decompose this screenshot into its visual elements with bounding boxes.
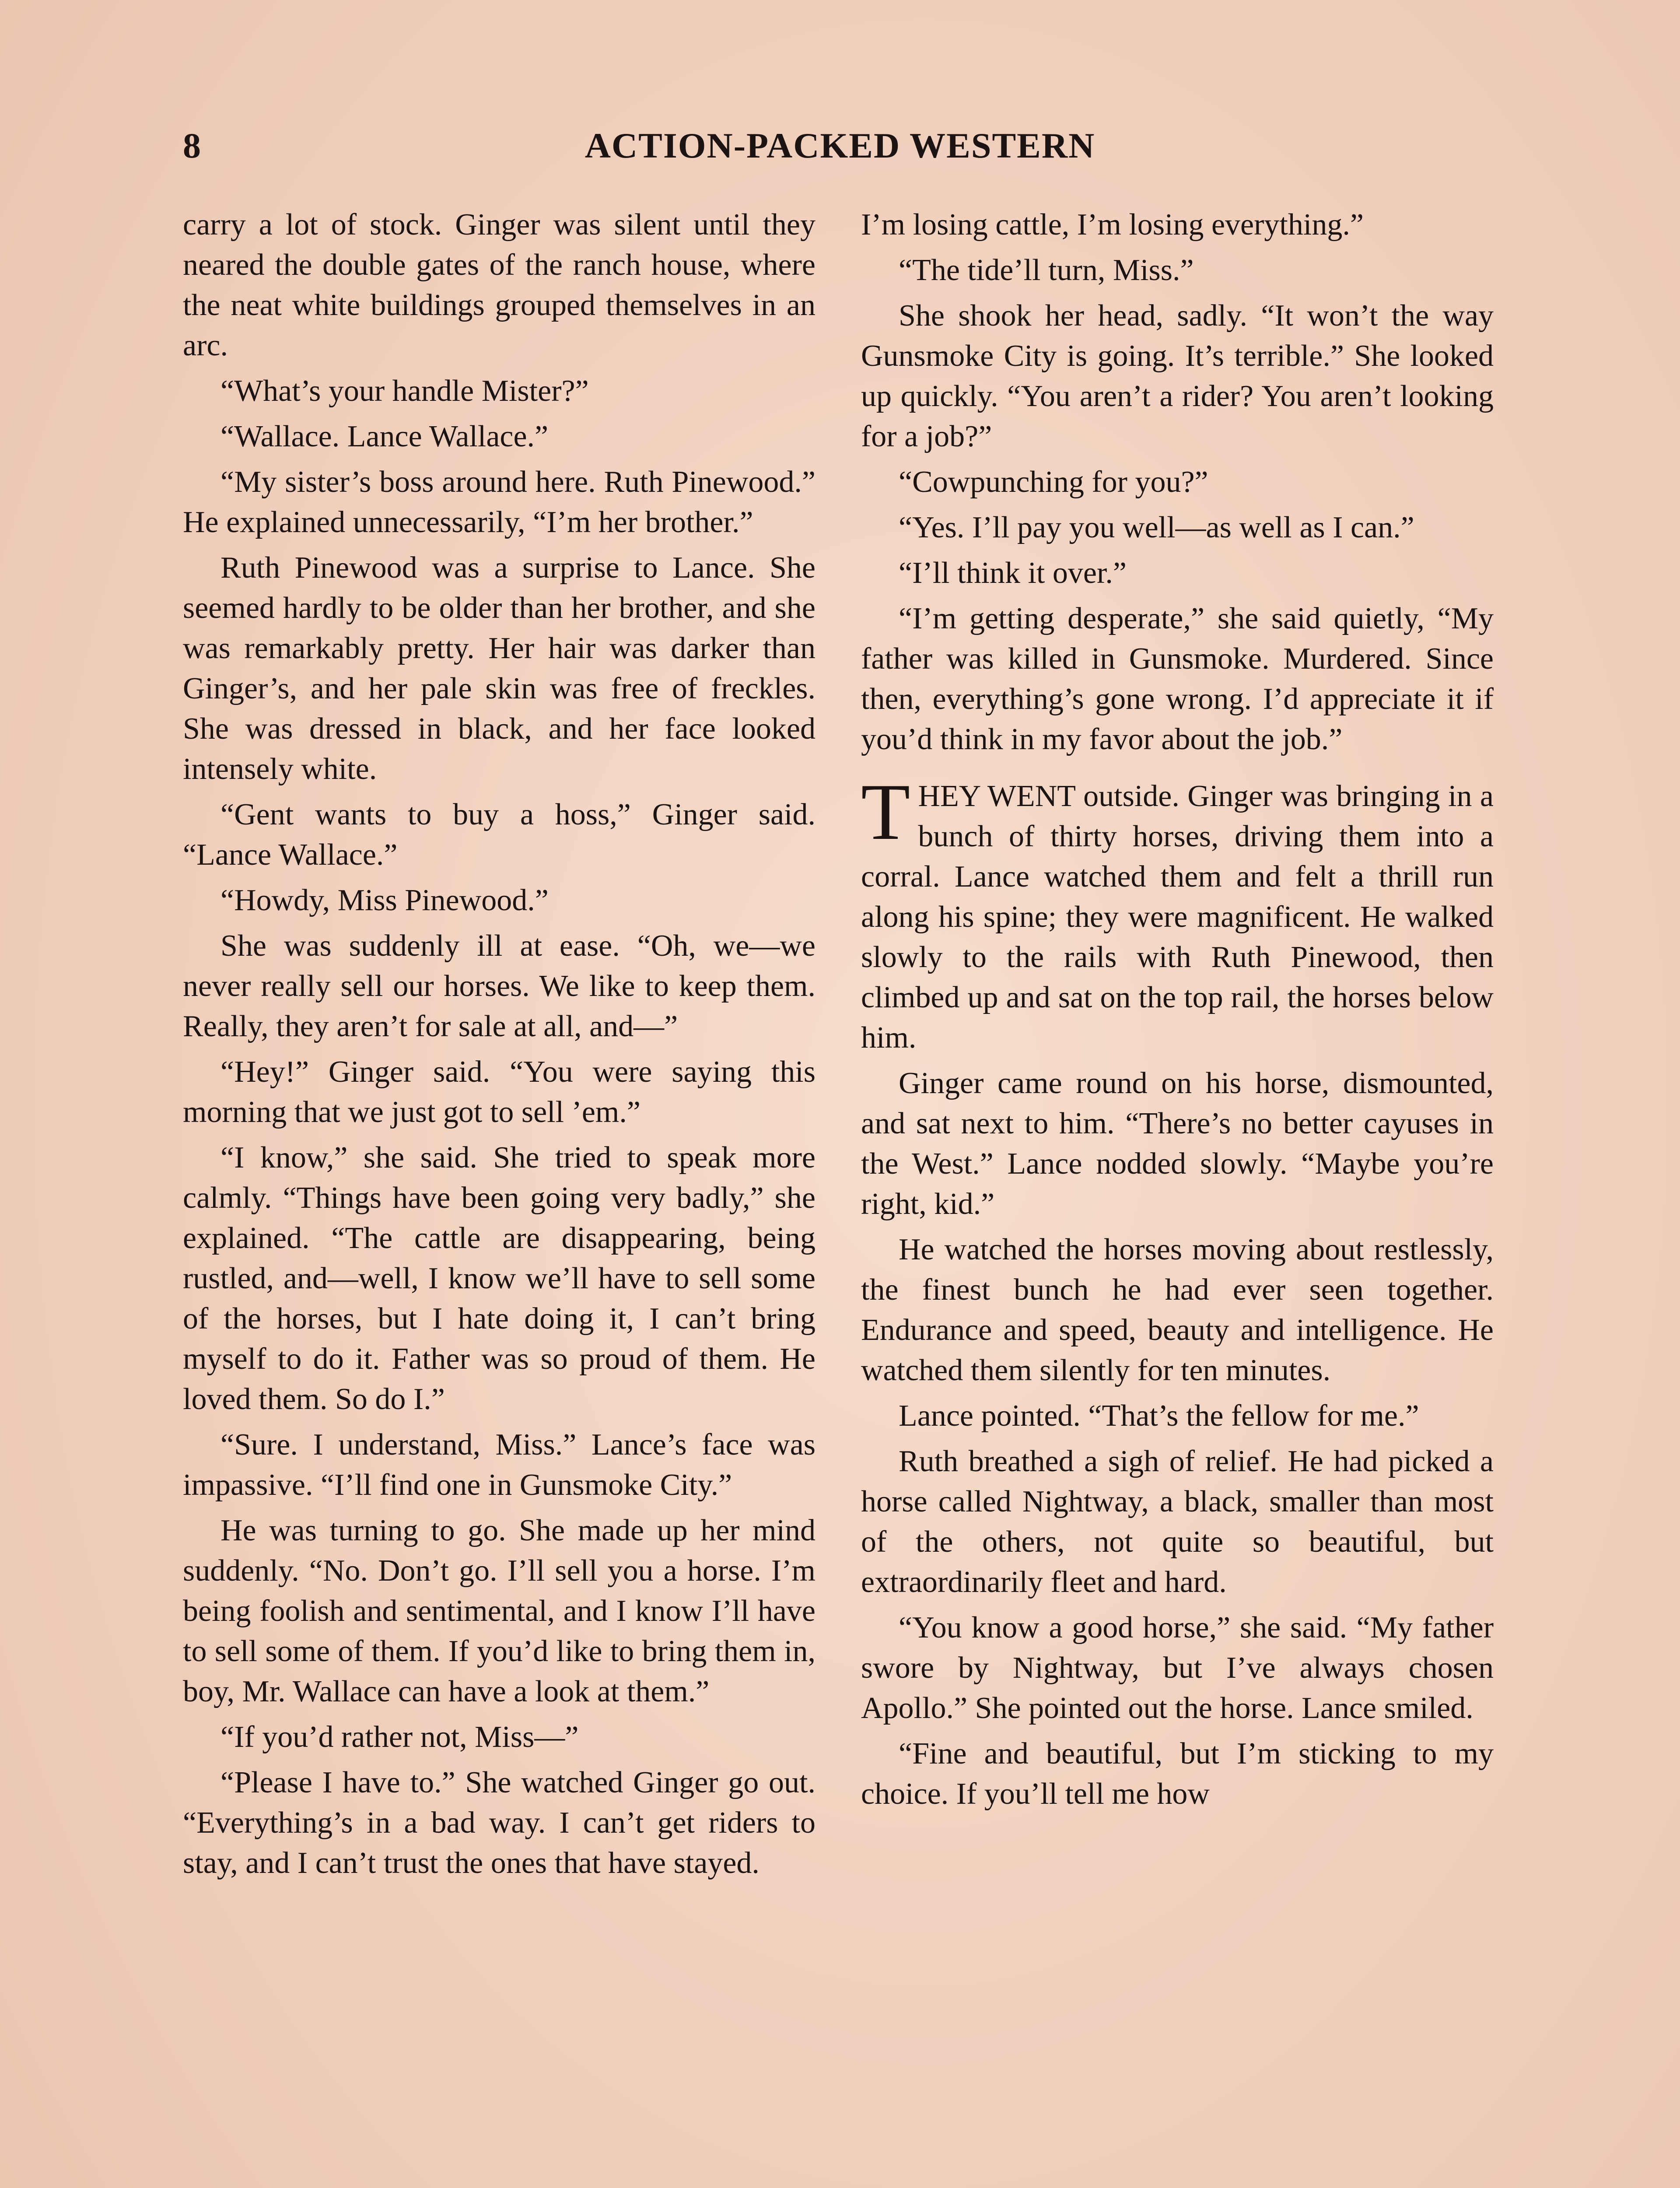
paragraph: “I know,” she said. She tried to speak more calmly. “Things have been going very badly,” she explained. “The cattle are disappearing, being rustled, and—well, I know we’ll have to sell some of the horses, but I hate doing it, I can’t bring myself to do it. Father was so proud of them. He loved them. So do I.” — [183, 1141, 816, 1416]
paragraph: “My sister’s boss around here. Ruth Pinewood.” He explained unnecessarily, “I’m her brother.” — [183, 465, 816, 539]
section-opening-text: HEY WENT outside. Ginger was bringing in a bunch of thirty horses, driving them into a corral. Lance watched them and felt a thrill run along his spine; they were magnificent. He walked slowly to the rails with Ruth Pinewood, then climbed up and sat on the top rail, the horses below him. — [861, 779, 1494, 1055]
paragraph: carry a lot of stock. Ginger was silent until they neared the double gates of the ranch house, where the neat white buildings grouped themselves in an arc. — [183, 208, 816, 362]
paragraph: Lance pointed. “That’s the fellow for me.” — [899, 1399, 1419, 1433]
paragraph: “I’ll think it over.” — [899, 556, 1127, 590]
paragraph: He was turning to go. She made up her mind suddenly. “No. Don’t go. I’ll sell you a horse. I’m being foolish and sentimental, and I know I’ll have to sell some of them. If you’d like to bring them in, boy, Mr. Wallace can have a look at them.” — [183, 1514, 816, 1708]
paragraph: She shook her head, sadly. “It won’t the way Gunsmoke City is going. It’s terrible.” She looked up quickly. “You aren’t a rider? You aren’t looking for a job?” — [861, 299, 1494, 453]
paragraph: “Sure. I understand, Miss.” Lance’s face was impassive. “I’ll find one in Gunsmoke City.” — [183, 1428, 816, 1502]
paragraph: “What’s your handle Mister?” — [220, 374, 589, 408]
paragraph: “I’m getting desperate,” she said quietly, “My father was killed in Gunsmoke. Murdered. Since then, everything’s gone wrong. I’d appreciate it if you’d think in my favor about the job.” — [861, 602, 1494, 756]
paragraph: She was suddenly ill at ease. “Oh, we—we never really sell our horses. We like to keep them. Really, they aren’t for sale at all, and—” — [183, 929, 816, 1043]
paragraph: “Howdy, Miss Pinewood.” — [220, 884, 549, 917]
right-column — [861, 205, 1494, 1820]
paragraph: I’m losing cattle, I’m losing everything.” — [861, 208, 1364, 242]
paragraph: Ruth Pinewood was a surprise to Lance. She seemed hardly to be older than her brother, and she was remarkably pretty. Her hair was darker than Ginger’s, and her pale skin was free of freckles. She was dressed in black, and her face looked intensely white. — [183, 551, 816, 786]
drop-cap: T — [861, 767, 910, 856]
paragraph: He watched the horses moving about restlessly, the finest bunch he had ever seen together. Endurance and speed, beauty and intelligence. He watched them silently for ten minutes. — [861, 1233, 1494, 1387]
paragraph: “The tide’ll turn, Miss.” — [899, 253, 1194, 287]
paragraph: “Please I have to.” She watched Ginger go out. “Everything’s in a bad way. I can’t get riders to stay, and I can’t trust the ones that have stayed. — [183, 1766, 816, 1880]
paragraph: “You know a good horse,” she said. “My father swore by Nightway, but I’ve always chosen Apollo.” She pointed out the horse. Lance smiled. — [861, 1611, 1494, 1725]
page-number: 8 — [183, 126, 201, 165]
section-opening-paragraph — [861, 767, 1494, 1058]
paragraph: “If you’d rather not, Miss—” — [220, 1720, 579, 1754]
paragraph: Ruth breathed a sigh of relief. He had picked a horse called Nightway, a black, smaller than most of the others, not quite so beautiful, but extraordinarily fleet and hard. — [861, 1445, 1494, 1599]
paragraph: “Gent wants to buy a hoss,” Ginger said. “Lance Wallace.” — [183, 798, 816, 872]
left-column — [183, 205, 816, 1889]
paragraph: “Cowpunching for you?” — [899, 465, 1208, 499]
paragraph: “Wallace. Lance Wallace.” — [220, 420, 549, 453]
paragraph: “Fine and beautiful, but I’m sticking to my choice. If you’ll tell me how — [861, 1737, 1494, 1811]
paragraph: Ginger came round on his horse, dismounted, and sat next to him. “There’s no better cayuses in the West.” Lance nodded slowly. “Maybe you’re right, kid.” — [861, 1066, 1494, 1221]
paragraph: “Hey!” Ginger said. “You were saying this morning that we just got to sell ’em.” — [183, 1055, 816, 1129]
running-head: ACTION-PACKED WESTERN — [584, 126, 1096, 165]
paragraph: “Yes. I’ll pay you well—as well as I can.” — [899, 511, 1414, 544]
